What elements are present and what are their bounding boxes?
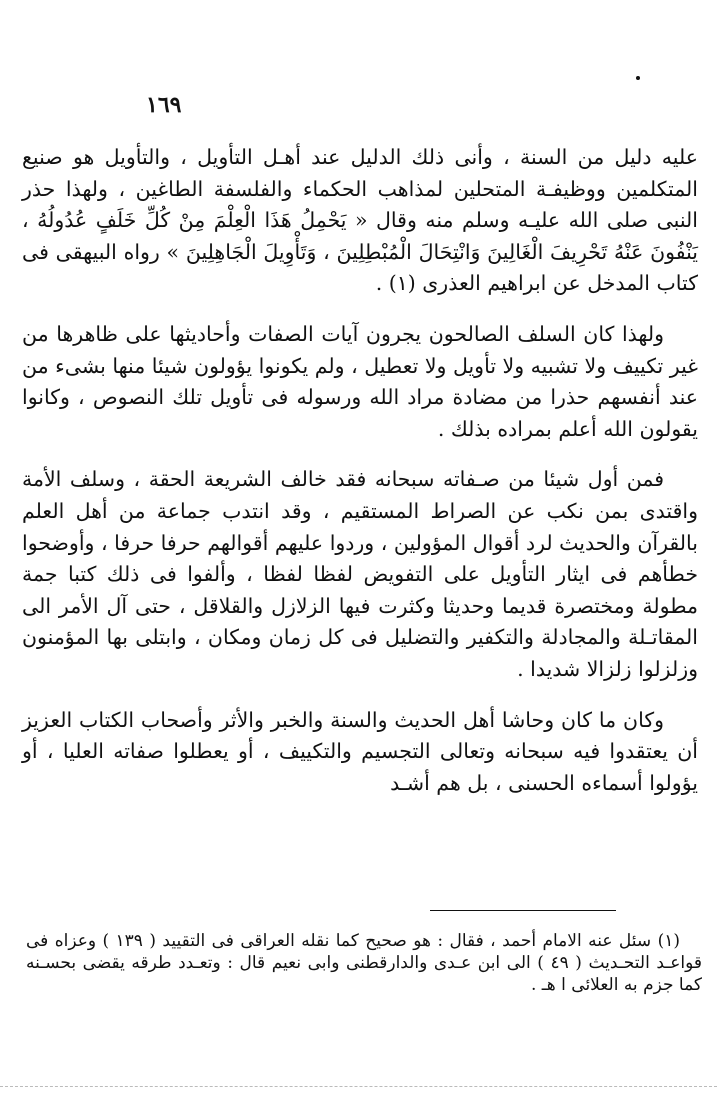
paragraph-3: فمن أول شيئا من صـفاته سبحانه فقد خالف الشريعة الحقة ، وسلف الأمة واقتدى بمن نكب عن الصراط المستقيم ، وقد انتدب جماعة من أهل العلم بالقرآن والحديث لرد أقوال المؤولين ، وردوا عليهم أقوالهم حرفا حرفا ، وأوضحوا خطأهم فى ايثار التأويل على التفويض لفظا لفظا ، وألفوا فى ذلك كتبا جمة مطولة ومختصرة قديما وحديثا وكثرت فيها الزلازل والقلاقل ، حتى آل الأمر الى المقاتـلة والمجادلة والتكفير والتضليل فى كل زمان ومكان ، وابتلى بها المؤمنون وزلزلوا زلزالا شديدا . [22, 467, 698, 681]
page-edge [0, 1086, 717, 1087]
speck-mark [636, 76, 640, 80]
footnote-text: (١) سئل عنه الامام أحمد ، فقال : هو صحيح كما نقله العراقى فى التقييد ( ١٣٩ ) وعزاه فى قواعـد التحـديث ( ٤٩ ) الى ابن عـدى والدارقطنى وابى نعيم قال : وتعـدد طرقه يقضى بحسـنه كما جزم به العلائى ا هـ . [26, 931, 703, 995]
footnote-separator [430, 910, 616, 911]
paragraph-4: وكان ما كان وحاشا أهل الحديث والسنة والخبر والأثر وأصحاب الكتاب العزيز أن يعتقدوا فيه سبحانه وتعالى التجسيم والتكييف ، أو يعطلوا صفاته العليا ، أو يؤولوا أسماءه الحسنى ، بل هم أشـد [22, 707, 698, 795]
page-number: ١٦٩ [146, 92, 182, 118]
paragraph-2: ولهذا كان السلف الصالحون يجرون آيات الصفات وأحاديثها على ظاهرها من غير تكييف ولا تشبيه ولا تأويل ولا تعطيل ، ولم يكونوا يؤولون شيئا منها بشىء من عند أنفسهم حذرا من مضادة مراد الله ورسوله فى تأويل تلك النصوص ، وكانوا يقولون الله أعلم بمراده بذلك . [22, 321, 698, 441]
footnote [26, 930, 702, 996]
main-text [22, 142, 698, 799]
paragraph-1: عليه دليل من السنة ، وأنى ذلك الدليل عند أهـل التأويل ، والتأويل هو صنيع المتكلمين ووظيفـة المتحلين لمذاهب الحكماء والفلسفة الطاغين ، ولهذا حذر النبى صلى الله عليـه وسلم منه وقال « يَحْمِلُ هَذَا الْعِلْمَ مِنْ كُلِّ خَلَفٍ عُدُولُهُ ، يَنْفُونَ عَنْهُ تَحْرِيفَ الْغَالِينَ وَانْتِحَالَ الْمُبْطِلِينَ ، وَتَأْوِيلَ الْجَاهِلِينَ » رواه البيهقى فى كتاب المدخل عن ابراهيم العذرى (١) . [22, 145, 698, 296]
